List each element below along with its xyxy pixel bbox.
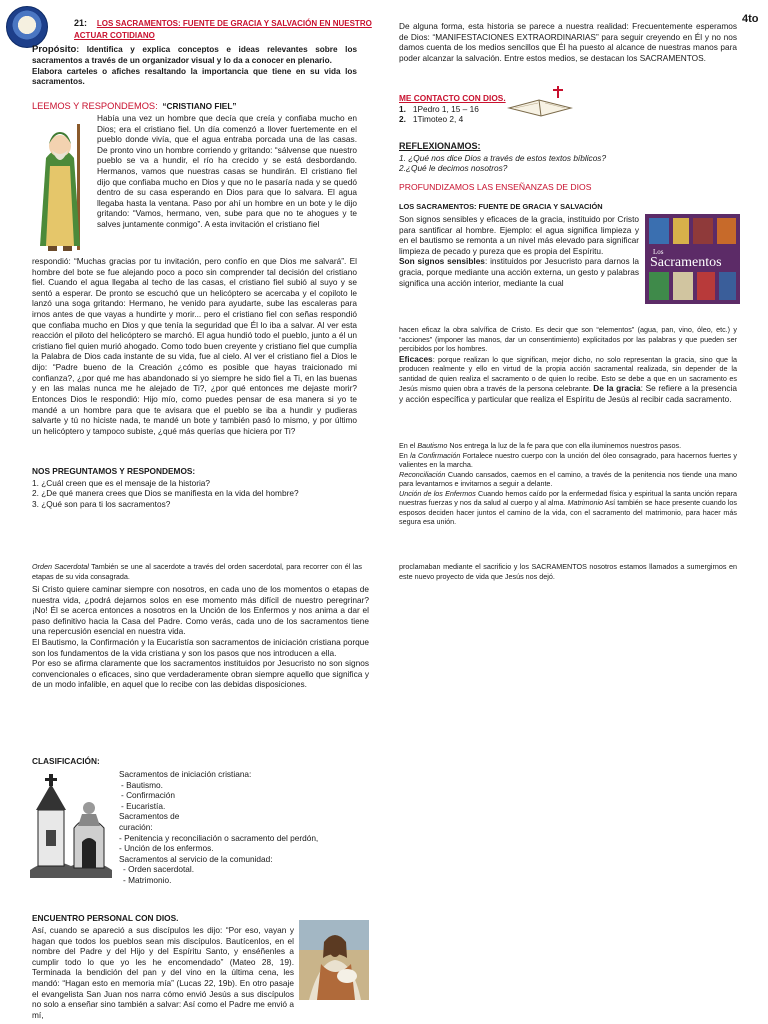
paragraph-3: Por eso se afirma claramente que los sacramentos instituidos por Jesucristo no son signos convencionales o eficaces, sino que verdaderamente obran siempre aquello que significa y de un modo infalible, en aquel que lo recibe con las debidas disposiciones. [32,658,369,690]
purpose-text2: Elabora carteles o afiches resaltando la importancia que tiene en su vida los sacramentos. [32,66,357,87]
encounter-text-block [32,925,294,1024]
sacraments-image-label: Sacramentos [650,255,722,270]
reflect-heading: REFLEXIONAMOS: [399,141,481,151]
class-line: - Eucaristía. [121,800,166,811]
right-intro [399,21,737,63]
story-text-part1: Había una vez un hombre que decía que creía y confiaba mucho en Dios; era el cristiano fiel. Un día comenzó a llover fuertemente en el pueblo donde vivía, que el agua entraba porcada una de las casas. De pronto vino un hombre corriendo y gritando: “sálvense que nuestro pueblo se va a hundir, el río ha crecido y se está desbordando. Hermanos, vamos que nuestras casas se hundirán. El cristiano fiel dijo que confiaba mucho en Dios y que no le pasaría nada y se quedó dentro de su casa esperando en Dios para que lo salvara. El agua llegaba hasta la ventana. Paso por ahí un hombre en un bote y le dijo gritando: “Vamos, hermano, ven, sube para que no te ahogues y te salves juntamente conmigo”. A esta invitación el cristiano fiel [97,113,357,230]
questions-heading: NOS PREGUNTAMOS Y RESPONDEMOS: [32,466,196,476]
definition-block: Son signos sensibles y eficaces de la gracia, instituido por Cristo para santificar al hombre. Ejemplo: el agua significa limpieza y en el bautismo se remonta a un nivel más elevado para significar limpieza de pecado y pureza que es propia del Espíritu. Son signos sensibles: instituidos por Jesucristo para darnos la gracia, porque mediante una acción externa, un gesto y palabras significa una acción interior, mediante la cual [399,214,639,288]
read-section-heading: LEEMOS Y RESPONDEMOS: [32,101,158,111]
sacraments-list [399,441,737,527]
jesus-illustration [299,920,369,1000]
bottom-paragraphs [32,584,369,690]
purpose-label: Propósito [32,44,77,55]
purpose-block: Propósito: Identifica y explica conceptos e ideas relevantes sobre los sacramentos a través de un organizador visual y lo da a conocer en plenario. Elabora carteles o afiches resaltando la importancia que tiene en su vida los sacramentos. [32,44,357,87]
lesson-number: 21 [74,18,85,28]
class-line: - Matrimonio. [123,875,172,886]
contact-item: 1. 1Pedro 1, 15 – 16 [399,103,479,114]
paragraph-2: El Bautismo, la Confirmación y la Eucaristía son sacramentos de iniciación cristiana porque son los fundamentos de la vida cristiana y son los pasos que nos introducen a ella. [32,637,369,658]
class-line: - Penitencia y reconciliación o sacramento del perdón, [119,832,319,843]
eficaces-label: Eficaces [399,353,433,364]
question-item: 2. ¿De qué manera crees que Dios se manifiesta en la vida del hombre? [32,488,299,499]
gracia-label: De la gracia [593,383,641,394]
sacrament-item: En el Bautismo Nos entrega la luz de la fe para que con ella iluminemos nuestros pasos. [399,441,682,450]
bottom-right-text: proclamaban mediante el sacrificio y los SACRAMENTOS nosotros estamos llamados a sumergirnos en este nuevo proyecto de vida que Jesús nos dejó. [399,562,737,581]
classification-list [119,769,359,886]
paragraph-1: Si Cristo quiere caminar siempre con nosotros, en cada uno de los momentos o etapas de nuestra vida, ¿podrá dejarnos solos en ese momento más difícil de nuestro peregrinar? ¡No! Él se acerca entonces a nosotros en la Unción de los Enfermos y nos anima a dar el paso definitivo hacia la Casa del Padre. Como verás, cada uno de los sacramentos tiene una repercusión esencial en nuestra vida. [32,584,369,637]
bible-illustration [505,82,575,118]
class-line: Sacramentos al servicio de la comunidad: [119,853,273,864]
church-illustration [30,770,112,878]
class-line: - Orden sacerdotal. [123,864,195,875]
class-line: - Unción de los enfermos. [119,843,214,854]
sacraments-image [645,214,740,304]
classification-heading: CLASIFICACIÓN: [32,756,100,766]
class-line: Sacramentos de [119,811,180,822]
story-title: “CRISTIANO FIEL” [162,101,237,111]
sensible-cont-block: hacen eficaz la obra salvífica de Cristo. Es decir que son “elementos” (agua, pan, vino, óleo, etc.) y “acciones” (imponer las manos, dar un consentimiento) explicitados por las palabras y que pueden ser percibidos por los hombres. Eficaces: porque realizan lo que significan, mejor dicho, no solo representan la gracia, sino que la producen realmente y ello en virtud de la propia acción sacramental realizada, sin depender de la santidad de quien realiza el sacramento o de quien lo recibe. Esto se debe a que en un sacramento es Jesús mismo quien obra a través de la persona celebrante. De la gracia: Se refiere a la presencia y acción específica y particular que realiza el Espíritu de Jesús al recibir cada sacramento. [399,325,738,405]
bottom-right-block [399,562,737,581]
intro-text: De alguna forma, esta historia se parece a nuestra realidad: Frecuentemente esperamos de Dios: “MANIFESTACIONES EXTRAORDINARIAS” para seguir creyendo en Él y no nos damos cuenta de los medios sencillos que Él ha puesto al alcance de nuestras manos para poder alcanzar la salvación. Entre estos medios, se destacan los SACRAMENTOS. [399,21,737,63]
definition-text: Son signos sensibles y eficaces de la gracia, instituido por Cristo para santificar al hombre. Ejemplo: el agua significa limpieza y en el bautismo se remonta a un nivel más elevado para significar limpieza de pecado y pureza que es propia del Espíritu. [399,214,639,256]
class-line: curación: [119,822,153,833]
class-line: - Confirmación [121,790,175,801]
question-item: 3. ¿Qué son para ti los sacramentos? [32,498,171,509]
sensible-cont-text: hacen eficaz la obra salvífica de Cristo. Es decir que son “elementos” (agua, pan, vino, óleo, etc.) y “acciones” (imponer las manos, dar un consentimiento) explicitados por las palabras y que pueden ser percibidos por los hombres. [399,325,737,353]
deepen-heading: PROFUNDIZAMOS LAS ENSEÑANZAS DE DIOS [399,182,592,192]
sacrament-item: Reconciliación Cuando cansados, caemos en el camino, a través de la penitencia nos tiende una mano para levantarnos e invitarnos a seguir a delante. [399,469,737,488]
contact-heading: ME CONTACTO CON DIOS. [399,93,506,103]
read-heading [32,101,352,113]
story-text-part2: respondió: “Muchas gracias por tu invitación, pero confío en que Dios me salvará”. El hombre del bote se fue alejando poco a poco sin comprender tal decisión del cristiano fiel. Cuando el agua llegaba al techo de las casas, el cristiano fiel subió al suyo y se sentó a esperar. De pronto se escuchó que un helicóptero se acercaba y el copiloto le lanzó una soga gritando: Hermano, he venido para ayudarte, sube las escaleras para irnos antes de que vayas a hundirte y morir... pero el cristiano fiel con señas respondió que confiaba mucho en Dios y que tenía la seguridad que Él lo iba a salvar. Al ver esta reacción el piloto del helicóptero se marchó. El agua hundió todo el pueblo, junto a él un cristiano fiel quien murió ahogado. Como todo buen creyente y cristiano fiel que cumplía la Palabra de Dios cada instante de su vida, fue al cielo. Al ver el cristiano fiel a Dios le dijo: “Padre bueno de la Creación ¿cómo es posible que hayas traicionado mi confianza?, ¿por qué me has abandonado si yo siempre he sido fiel a Ti, en las buenas y en las malas nunca me he alejado de Ti?, ¿por qué entonces me dejaste morir? Entonces Dios le respondió: Hijo mío, como puedes pensar de esa manera si yo te mandé a un hombre para que te avisara que el pueblo se iba a hundir y pudieras salvarte y tú no hiciste nada, te mandé un bote y también pasó lo mismo, y por último un helicóptero y tampoco subiste, ¿qué más querías que hiciera por Ti? [32,256,357,436]
school-logo [6,6,48,48]
questions-block [32,466,357,509]
sacraments-subheading: LOS SACRAMENTOS: FUENTE DE GRACIA Y SALVACIÓN [399,202,603,211]
orden-block: Orden Sacerdotal También se une al sacerdote a través del orden sacerdotal, para recorrer con él las etapas de su vida consagrada. [32,562,362,581]
sensible-label: Son signos sensibles [399,256,485,267]
encounter-text: Así, cuando se apareció a sus discípulos les dijo: “Por eso, vayan y hagan que todos los pueblos sean mis discípulos. Bautícenlos, en el nombre del Padre y del Hijo y del Espíritu Santo, y enséñenles a cumplir todo lo que yo les he encomendado” (Mateo 28, 19). Terminada la bendición del pan y del vino en la última cena, les mandó: “Hagan esto en memoria mía” (Lucas 22, 19b). En otro pasaje el evangelista San Juan nos narra cómo envió Jesús a sus discípulos no solo a enseñar sino también a salvar: Así como el Padre me envió a mí, [32,925,294,1020]
sacraments-image-small: Los [653,248,664,256]
question-item: 1. ¿Cuál creen que es el mensaje de la historia? [32,477,211,488]
story-wrap [97,113,357,230]
orden-name: Orden Sacerdotal [32,562,89,571]
reflect-item: 1. ¿Qué nos dice Dios a través de estos textos bíblicos? [399,152,607,163]
class-line: Sacramentos de iniciación cristiana: [119,769,252,779]
reflect-block [399,141,729,174]
page-header: 21: LOS SACRAMENTOS: FUENTE DE GRACIA Y SALVACIÓN EN NUESTRO ACTUAR COTIDIANO [74,18,372,40]
reflect-item: 2.¿Qué le decimos nosotros? [399,163,508,174]
sacrament-item: En la Confirmación Fortalece nuestro cuerpo con la unción del óleo consagrado, para hacernos fuertes y valientes en la marcha. [399,450,737,469]
faithful-man-illustration [30,118,90,252]
lesson-title: LOS SACRAMENTOS: FUENTE DE GRACIA Y SALVACIÓN EN NUESTRO ACTUAR COTIDIANO [74,19,372,40]
story-full [32,256,357,436]
encounter-heading: ENCUENTRO PERSONAL CON DIOS. [32,913,179,923]
class-line: - Bautismo. [121,779,163,790]
grade-label: 4to [742,13,759,25]
sacrament-item: Unción de los Enfermos Cuando hemos caído por la enfermedad física y espiritual la santa unción repara nuestras fuerzas y nos da salud al cuerpo y al alma. Matrimonio Así también se hace presente cuando los esposos deciden hacer juntos el camino de la vida, con el sacramento del matrimonio, para hacer más segura esa unión. [399,488,737,526]
contact-item: 2. 1Timoteo 2, 4 [399,114,464,125]
